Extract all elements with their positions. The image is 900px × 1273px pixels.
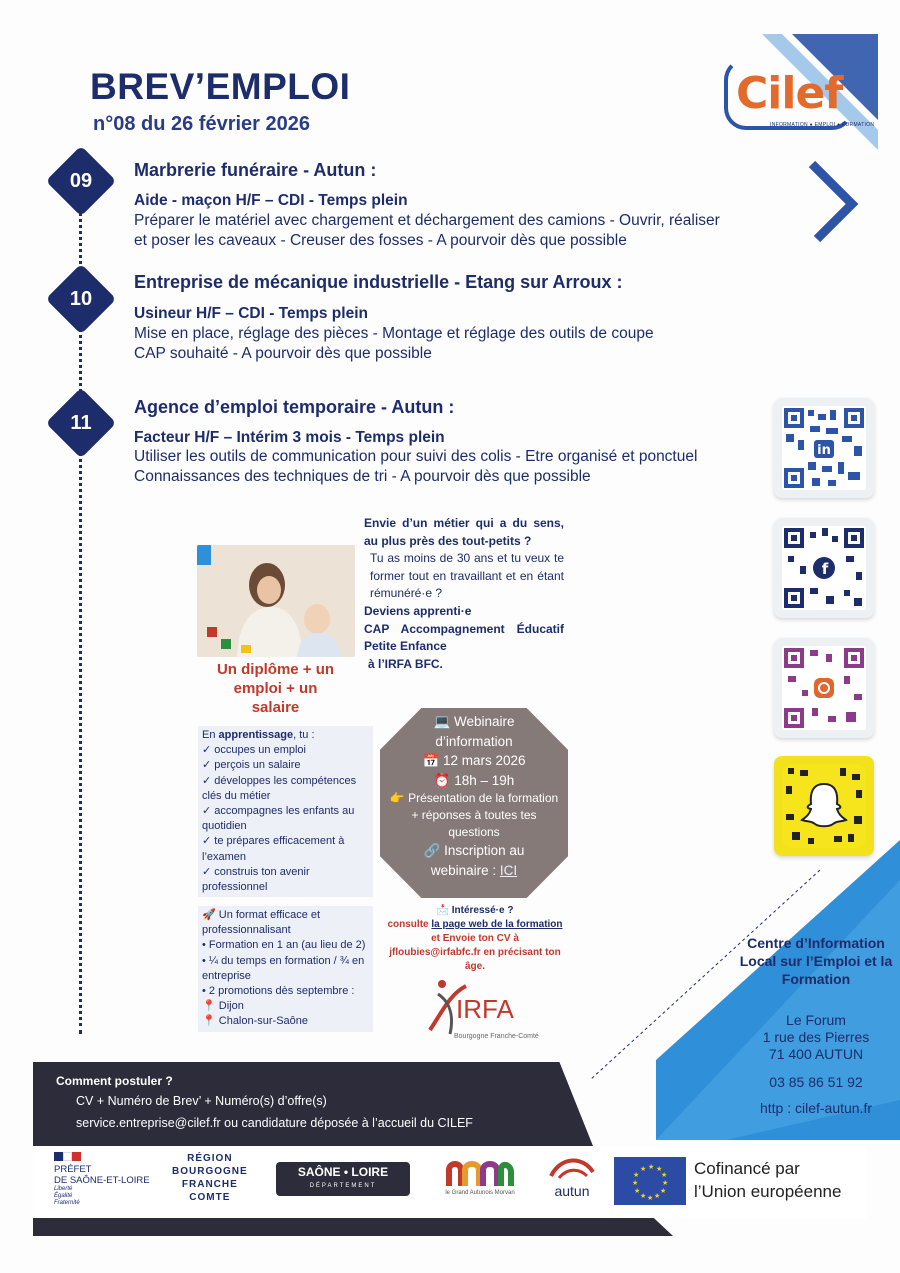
issue-date: n°08 du 26 février 2026 bbox=[93, 113, 311, 135]
offer-job-title: Facteur H/F – Intérim 3 mois - Temps plein bbox=[134, 429, 445, 446]
center-phone: 03 85 86 51 92 bbox=[769, 1074, 863, 1090]
flyer-format bbox=[198, 906, 373, 1032]
offer-number: 10 bbox=[69, 287, 93, 310]
cilef-tagline: INFORMATION ● EMPLOI ● FORMATION bbox=[770, 122, 875, 128]
format-item: 📍 Dijon bbox=[202, 1000, 244, 1013]
benefit-item: ✓ développes les compétences clés du métier bbox=[202, 774, 357, 802]
bottom-band bbox=[33, 1218, 673, 1236]
offer-number: 11 bbox=[70, 411, 92, 434]
flyer-pitch: Envie d’un métier qui a du sens, au plus près des tout-petits ? Tu as moins de 30 ans et tu veux te former tout en travaillant et en étant rémunéré·e ? Deviens apprenti·e CAP Accompagnement Éducatif Petite Enfance à l’IRFA BFC. bbox=[364, 516, 564, 671]
offer-job-title: Aide - maçon H/F – CDI - Temps plein bbox=[134, 192, 408, 209]
webinar-link[interactable]: ICI bbox=[499, 862, 518, 878]
svg-text:f: f bbox=[821, 560, 829, 578]
prefet-logo: PRÉFET DE SAÔNE-ET-LOIRE Liberté Égalité Fraternité bbox=[54, 1152, 150, 1207]
format-item: 📍 Chalon-sur-Saône bbox=[202, 1015, 309, 1028]
svg-text:★: ★ bbox=[660, 1187, 667, 1195]
linkedin-qr-code[interactable] bbox=[774, 398, 874, 498]
apply-line: CV + Numéro de Brev’ + Numéro(s) d’offre(s) bbox=[76, 1094, 327, 1108]
eu-cofinance: Cofinancé par l’Union européenne bbox=[694, 1159, 842, 1201]
benefits-intro: En apprentissage, tu : bbox=[202, 729, 315, 741]
format-item: • ¼ du temps en formation / ¾ en entreprise bbox=[202, 954, 365, 982]
center-title: Centre d’Information Local sur l’Emploi et la Formation bbox=[739, 935, 893, 987]
offer-description: Préparer le matériel avec chargement et déchargement des camions - Ouvrir, réaliser et poser les caveaux - Creuser des fosses - A pourvoir dès que possible bbox=[134, 212, 720, 249]
format-item: • 2 promotions dès septembre : bbox=[202, 985, 355, 998]
flyer-photo bbox=[197, 545, 355, 657]
flyer-headline: Un diplôme + un emploi + un salaire bbox=[216, 661, 335, 716]
apply-contact[interactable]: service.entreprise@cilef.fr ou candidature déposée à l’accueil du CILEF bbox=[76, 1116, 473, 1130]
benefit-item: ✓ occupes un emploi bbox=[202, 744, 306, 757]
irfa-logo bbox=[420, 972, 540, 1044]
facebook-qr-code[interactable] bbox=[774, 518, 874, 618]
svg-text:★: ★ bbox=[640, 1165, 647, 1173]
offer-company: Marbrerie funéraire - Autun : bbox=[134, 160, 377, 180]
formation-page-link[interactable]: la page web de la formation bbox=[431, 919, 563, 930]
center-website[interactable]: http : cilef-autun.fr bbox=[759, 1100, 873, 1116]
svg-text:★: ★ bbox=[656, 1165, 663, 1173]
timeline-dots bbox=[79, 446, 82, 1034]
svg-text:★: ★ bbox=[640, 1192, 647, 1200]
svg-text:★: ★ bbox=[633, 1171, 640, 1179]
apply-title: Comment postuler ? bbox=[56, 1074, 173, 1088]
svg-text:in: in bbox=[817, 443, 831, 458]
eu-flag bbox=[614, 1157, 686, 1205]
svg-text:★: ★ bbox=[654, 1192, 661, 1200]
instagram-qr-code[interactable] bbox=[774, 638, 874, 738]
format-title: 🚀 Un format efficace et professionnalisant bbox=[202, 909, 321, 937]
offer-description: Utiliser les outils de communication pour suivi des colis - Etre organisé et ponctuel Connaissances des techniques de tri - A pourvoir dès que possible bbox=[134, 448, 698, 485]
svg-text:★: ★ bbox=[647, 1194, 654, 1202]
svg-text:IRFA: IRFA bbox=[456, 994, 514, 1024]
offer-company: Entreprise de mécanique industrielle - Etang sur Arroux : bbox=[134, 272, 623, 292]
benefit-item: ✓ construis ton avenir professionnel bbox=[202, 865, 310, 894]
format-item: • Formation en 1 an (au lieu de 2) bbox=[202, 939, 366, 952]
svg-text:★: ★ bbox=[662, 1179, 669, 1187]
svg-text:Bourgogne Franche-Comté: Bourgogne Franche-Comté bbox=[454, 1033, 539, 1040]
offer-job-title: Usineur H/F – CDI - Temps plein bbox=[134, 305, 368, 322]
page-title: BREV’EMPLOI bbox=[90, 66, 351, 107]
timeline-dots bbox=[79, 322, 82, 398]
svg-text:★: ★ bbox=[648, 1163, 655, 1171]
benefit-item: ✓ perçois un salaire bbox=[202, 759, 301, 772]
benefit-item: ✓ te prépares efficacement à l’examen bbox=[202, 835, 345, 863]
webinar-info: 💻 Webinaire d’information 📅 12 mars 2026 ⏰ 18h – 19h 👉 Présentation de la formation + réponses à toutes tes questions 🔗 Inscription au webinaire : ICI bbox=[389, 714, 559, 878]
flyer-benefits bbox=[198, 726, 373, 897]
flyer-contact: 📩 Intéressé·e ? consulte la page web de la formation et Envoie ton CV à jfloubies@irfabfc.fr en précisant ton âge. bbox=[387, 905, 563, 972]
saone-loire-logo: SAÔNE • LOIRE DÉPARTEMENT bbox=[276, 1162, 410, 1196]
offer-company: Agence d’emploi temporaire - Autun : bbox=[134, 397, 455, 417]
offer-number: 09 bbox=[69, 169, 93, 192]
cilef-logo: Cilef bbox=[736, 68, 843, 119]
svg-text:★: ★ bbox=[634, 1187, 641, 1195]
svg-text:★: ★ bbox=[661, 1171, 668, 1179]
offer-description: Mise en place, réglage des pièces - Montage et réglage des outils de coupe CAP souhaité - A pourvoir dès que possible bbox=[134, 325, 654, 362]
grand-autunois-logo: le Grand Autunois Morvan bbox=[428, 1160, 532, 1196]
svg-text:★: ★ bbox=[632, 1179, 639, 1187]
center-address: Le Forum 1 rue des Pierres 71 400 AUTUN bbox=[762, 1012, 870, 1062]
region-logo: RÉGION BOURGOGNE FRANCHE COMTE bbox=[172, 1153, 248, 1203]
benefit-item: ✓ accompagnes les enfants au quotidien bbox=[202, 805, 355, 833]
autun-logo: autun bbox=[544, 1154, 600, 1199]
